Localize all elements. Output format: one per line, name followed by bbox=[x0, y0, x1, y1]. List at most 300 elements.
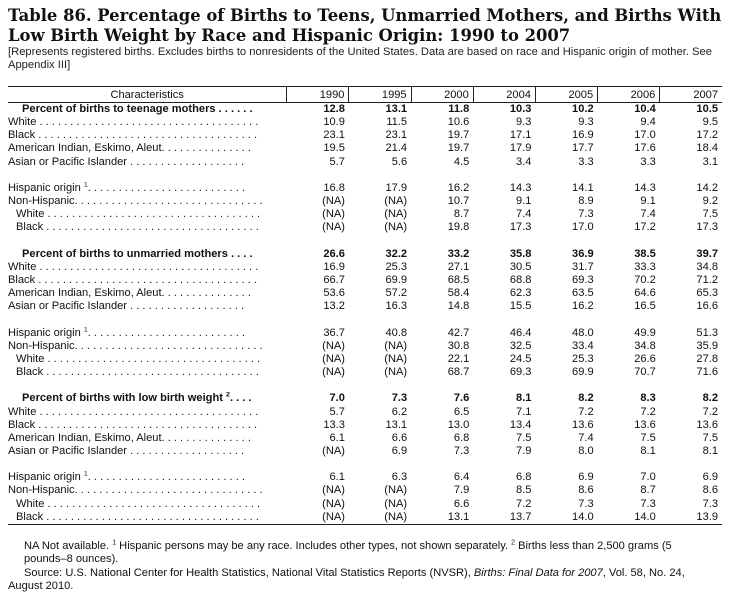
row-label bbox=[8, 327, 287, 340]
row-label bbox=[8, 261, 287, 274]
value-cell: 30.5 bbox=[509, 260, 532, 273]
value-cell: 66.7 bbox=[323, 274, 345, 286]
value-cell: 6.9 bbox=[391, 445, 408, 457]
value-cell: 48.0 bbox=[572, 326, 594, 339]
value-cell: 6.4 bbox=[453, 471, 470, 484]
value-cell: (NA) bbox=[384, 352, 408, 365]
row-label-main: Asian or Pacific Islander . . . . . . . . . . . . . . . . . . . bbox=[8, 300, 245, 313]
value-cell: 14.2 bbox=[696, 181, 718, 194]
row-label-main: Non-Hispanic. . . . . . . . . . . . . . . . . . . . . . . . . . . . . . . bbox=[8, 195, 263, 208]
row-label bbox=[8, 366, 287, 379]
value-cell: 8.7 bbox=[453, 208, 470, 221]
table-row bbox=[8, 432, 722, 445]
value-cell: 7.3 bbox=[578, 497, 594, 510]
spacer-cell bbox=[8, 235, 722, 248]
row-label bbox=[8, 195, 287, 208]
value-cell: 17.1 bbox=[509, 129, 532, 142]
footnote-marker: 1 bbox=[83, 471, 88, 478]
row-label-text bbox=[8, 129, 287, 142]
value-cell: 7.6 bbox=[453, 392, 470, 405]
value-cell: 7.5 bbox=[702, 208, 718, 221]
value-cell: 32.5 bbox=[509, 339, 532, 352]
value-cell: 7.3 bbox=[453, 445, 470, 457]
value-cell: 31.7 bbox=[572, 260, 594, 273]
source-prefix: Source: U.S. National Center for Health Statistics, National Vital Statistics Reports (NVSR), bbox=[24, 567, 474, 579]
value-cell: (NA) bbox=[322, 339, 345, 352]
value-cell: (NA) bbox=[384, 366, 408, 379]
value-cell: 18.4 bbox=[696, 142, 718, 155]
value-cell: 8.2 bbox=[578, 392, 594, 405]
row-label bbox=[8, 142, 287, 155]
row-label bbox=[8, 248, 287, 261]
row-label-main: Black . . . . . . . . . . . . . . . . . . . . . . . . . . . . . . . . . . . bbox=[16, 221, 259, 234]
value-cell: 53.6 bbox=[323, 287, 345, 300]
value-cell: 3.3 bbox=[578, 155, 594, 168]
row-label-main: White . . . . . . . . . . . . . . . . . . . . . . . . . . . . . . . . . . . . bbox=[8, 116, 259, 129]
footnote-marker: 1 bbox=[83, 326, 88, 333]
value-cell: 6.9 bbox=[578, 471, 594, 484]
value-cell: 21.4 bbox=[385, 142, 408, 155]
table-row bbox=[8, 471, 722, 484]
row-label bbox=[8, 445, 287, 458]
source-note bbox=[8, 567, 720, 594]
row-label-text bbox=[8, 195, 287, 208]
value-cell: 6.2 bbox=[391, 405, 408, 418]
row-label-text bbox=[8, 511, 287, 524]
value-cell: 9.4 bbox=[640, 116, 656, 129]
value-cell: 13.4 bbox=[509, 418, 532, 431]
value-cell: 7.2 bbox=[516, 497, 532, 510]
row-label bbox=[8, 274, 287, 287]
table-row bbox=[8, 129, 722, 142]
value-cell: 19.5 bbox=[323, 142, 345, 155]
value-cell: (NA) bbox=[384, 208, 408, 221]
header-characteristics: Characteristics bbox=[8, 87, 287, 103]
row-label-main: Black . . . . . . . . . . . . . . . . . . . . . . . . . . . . . . . . . . . bbox=[16, 366, 259, 379]
value-cell: 26.6 bbox=[634, 352, 656, 365]
value-cell: 19.7 bbox=[447, 129, 470, 142]
value-cell: 63.5 bbox=[572, 287, 594, 300]
table-row bbox=[8, 156, 722, 169]
value-cell: 10.6 bbox=[447, 116, 470, 129]
row-label-text bbox=[8, 327, 287, 340]
value-cell: 7.4 bbox=[516, 208, 532, 221]
row-label-main: American Indian, Eskimo, Aleut. . . . . . . . . . . . . . . bbox=[8, 431, 251, 444]
value-cell: 7.0 bbox=[640, 471, 656, 484]
value-cell: (NA) bbox=[384, 221, 408, 234]
row-label bbox=[8, 129, 287, 142]
value-cell: 13.9 bbox=[660, 511, 722, 525]
header-year: 2007 bbox=[660, 87, 722, 103]
table-row bbox=[8, 116, 722, 129]
value-cell: 13.7 bbox=[473, 511, 535, 525]
row-label bbox=[8, 208, 287, 221]
row-label-text bbox=[8, 261, 287, 274]
value-cell: 24.5 bbox=[509, 352, 532, 365]
row-label-text bbox=[8, 221, 287, 234]
value-cell: 9.1 bbox=[516, 195, 532, 208]
row-label bbox=[8, 498, 287, 511]
leader-dots: . . . . . . . . . . . . . . . . . . . . . . . . . . bbox=[87, 471, 245, 484]
header-year: 2006 bbox=[598, 87, 660, 103]
value-cell: 8.2 bbox=[702, 392, 718, 405]
table-row bbox=[8, 366, 722, 379]
row-label-text bbox=[8, 287, 287, 300]
value-cell: 8.6 bbox=[578, 484, 594, 497]
table-row bbox=[8, 182, 722, 195]
row-label-text bbox=[8, 182, 287, 195]
footnote-marker: 2 bbox=[511, 539, 516, 547]
table-row bbox=[8, 353, 722, 366]
value-cell: 46.4 bbox=[509, 326, 532, 339]
spacer-row bbox=[8, 313, 722, 326]
row-label-text bbox=[8, 208, 287, 221]
value-cell: 14.0 bbox=[598, 511, 660, 525]
row-label bbox=[8, 103, 287, 117]
value-cell: (NA) bbox=[322, 352, 345, 365]
row-label-text bbox=[8, 353, 287, 366]
leader-dots: . . . . bbox=[229, 392, 252, 405]
value-cell: 16.5 bbox=[634, 300, 656, 313]
value-cell: (NA) bbox=[322, 484, 345, 497]
value-cell: (NA) bbox=[322, 221, 345, 234]
value-cell: 6.5 bbox=[453, 405, 470, 418]
value-cell: 70.2 bbox=[634, 274, 656, 286]
row-label-text bbox=[8, 274, 287, 287]
spacer-cell bbox=[8, 169, 722, 182]
table-row bbox=[8, 274, 722, 287]
spacer-row bbox=[8, 379, 722, 392]
row-label bbox=[8, 419, 287, 432]
spacer-row bbox=[8, 458, 722, 471]
value-cell: 17.9 bbox=[509, 142, 532, 155]
row-label bbox=[8, 353, 287, 366]
row-label-text bbox=[8, 406, 287, 419]
value-cell: 38.5 bbox=[634, 247, 656, 260]
value-cell: 71.6 bbox=[696, 366, 718, 379]
value-cell: 6.3 bbox=[391, 471, 408, 484]
value-cell: 51.3 bbox=[696, 326, 718, 339]
row-label bbox=[8, 221, 287, 234]
value-cell: 58.4 bbox=[447, 287, 470, 300]
value-cell: 17.2 bbox=[634, 221, 656, 234]
value-cell: 33.3 bbox=[634, 260, 656, 273]
value-cell: 26.6 bbox=[323, 247, 345, 260]
row-label bbox=[8, 406, 287, 419]
row-label-text bbox=[8, 300, 287, 313]
header-year: 2000 bbox=[411, 87, 473, 103]
value-cell: 14.3 bbox=[634, 181, 656, 194]
row-label-main: Black . . . . . . . . . . . . . . . . . . . . . . . . . . . . . . . . . . . . bbox=[8, 274, 258, 286]
table-title: Table 86. Percentage of Births to Teens, Unmarried Mothers, and Births With Low Birth Weight by Race and Hispanic Origin: 1990 to 2007 bbox=[8, 6, 722, 45]
value-cell: 35.9 bbox=[696, 339, 718, 352]
value-cell: 4.5 bbox=[453, 155, 470, 168]
value-cell: 9.5 bbox=[702, 116, 718, 129]
value-cell: 17.3 bbox=[509, 221, 532, 234]
value-cell: 36.7 bbox=[323, 326, 345, 339]
value-cell: 9.3 bbox=[578, 116, 594, 129]
value-cell: 7.3 bbox=[578, 208, 594, 221]
value-cell: 16.8 bbox=[323, 181, 345, 194]
value-cell: 5.6 bbox=[391, 155, 408, 168]
row-label-text bbox=[8, 156, 287, 169]
value-cell: 15.5 bbox=[509, 300, 532, 313]
table-row bbox=[8, 195, 722, 208]
section-header-row bbox=[8, 248, 722, 261]
row-label bbox=[8, 340, 287, 353]
value-cell: 14.1 bbox=[572, 181, 594, 194]
value-cell: 8.0 bbox=[578, 445, 594, 457]
row-label-main: Black . . . . . . . . . . . . . . . . . . . . . . . . . . . . . . . . . . . . bbox=[8, 418, 258, 431]
value-cell: 16.6 bbox=[696, 300, 718, 313]
footnote-marker: 2 bbox=[226, 392, 230, 399]
table-row bbox=[8, 498, 722, 511]
value-cell: 13.3 bbox=[323, 418, 345, 431]
table-row bbox=[8, 327, 722, 340]
value-cell: 8.5 bbox=[516, 484, 532, 497]
value-cell: 25.3 bbox=[385, 260, 408, 273]
value-cell: 10.4 bbox=[634, 103, 656, 115]
value-cell: 17.3 bbox=[696, 221, 718, 234]
value-cell: 30.8 bbox=[447, 339, 470, 352]
value-cell: 49.9 bbox=[634, 326, 656, 339]
table-row bbox=[8, 340, 722, 353]
value-cell: 69.3 bbox=[572, 274, 594, 286]
row-label-text bbox=[8, 142, 287, 155]
row-label-main: White . . . . . . . . . . . . . . . . . . . . . . . . . . . . . . . . . . . bbox=[16, 352, 261, 365]
value-cell: 8.1 bbox=[516, 392, 532, 405]
row-label bbox=[8, 182, 287, 195]
table-row bbox=[8, 484, 722, 497]
value-cell: 16.2 bbox=[447, 181, 470, 194]
row-label bbox=[8, 511, 287, 525]
value-cell: 3.3 bbox=[640, 155, 656, 168]
row-label bbox=[8, 484, 287, 497]
value-cell: 14.3 bbox=[509, 181, 532, 194]
header-year: 1995 bbox=[349, 87, 411, 103]
row-label bbox=[8, 300, 287, 313]
value-cell: 7.4 bbox=[640, 208, 656, 221]
row-label-text bbox=[8, 445, 287, 458]
value-cell: 6.1 bbox=[329, 471, 345, 484]
header-year: 2004 bbox=[473, 87, 535, 103]
value-cell: 5.7 bbox=[329, 155, 345, 168]
value-cell: 32.2 bbox=[385, 247, 408, 260]
value-cell: (NA) bbox=[287, 511, 349, 525]
value-cell: 36.9 bbox=[572, 247, 594, 260]
footnote bbox=[24, 540, 714, 567]
value-cell: 8.7 bbox=[640, 484, 656, 497]
row-label-main: American Indian, Eskimo, Aleut. . . . . . . . . . . . . . . bbox=[8, 142, 251, 155]
source-title: Births: Final Data for 2007 bbox=[473, 567, 603, 579]
table-row bbox=[8, 221, 722, 234]
value-cell: 7.2 bbox=[578, 405, 594, 418]
value-cell: 14.8 bbox=[447, 300, 470, 313]
value-cell: 6.6 bbox=[391, 431, 408, 444]
value-cell: 13.0 bbox=[447, 418, 470, 431]
footnote-text: Births less than 2,500 grams (5 pounds–8 ounces). bbox=[24, 540, 672, 566]
value-cell: 35.8 bbox=[509, 247, 532, 260]
row-label-main: White . . . . . . . . . . . . . . . . . . . . . . . . . . . . . . . . . . . . bbox=[8, 260, 259, 273]
row-label-main: Asian or Pacific Islander . . . . . . . . . . . . . . . . . . . bbox=[8, 445, 245, 457]
value-cell: 71.2 bbox=[696, 274, 718, 286]
value-cell: 7.3 bbox=[640, 497, 656, 510]
value-cell: 19.8 bbox=[447, 221, 470, 234]
value-cell: 68.7 bbox=[447, 366, 470, 379]
leader-dots: . . . . . . . . . . . . . . . . . . . . . . . . . . bbox=[87, 326, 245, 339]
section-header-row bbox=[8, 392, 722, 405]
table-row bbox=[8, 208, 722, 221]
value-cell: 68.5 bbox=[447, 274, 470, 286]
header-row bbox=[8, 87, 722, 103]
value-cell: 17.6 bbox=[634, 142, 656, 155]
value-cell: 3.4 bbox=[516, 155, 532, 168]
row-label-main: Non-Hispanic. . . . . . . . . . . . . . . . . . . . . . . . . . . . . . . bbox=[8, 339, 263, 352]
value-cell: 7.0 bbox=[329, 392, 345, 405]
data-table bbox=[8, 86, 722, 525]
row-label-main: Hispanic origin bbox=[8, 471, 81, 484]
value-cell: (NA) bbox=[384, 484, 408, 497]
value-cell: 9.3 bbox=[516, 116, 532, 129]
value-cell: 8.1 bbox=[702, 445, 718, 457]
row-label bbox=[8, 471, 287, 484]
value-cell: 62.3 bbox=[509, 287, 532, 300]
value-cell: 11.8 bbox=[448, 103, 470, 115]
value-cell: 13.1 bbox=[411, 511, 473, 525]
row-label-text bbox=[8, 471, 287, 484]
row-label-main: Non-Hispanic. . . . . . . . . . . . . . . . . . . . . . . . . . . . . . . bbox=[8, 484, 263, 497]
row-label-text bbox=[8, 366, 287, 379]
value-cell: 13.1 bbox=[385, 418, 408, 431]
value-cell: 17.0 bbox=[634, 129, 656, 142]
value-cell: 7.5 bbox=[516, 431, 532, 444]
value-cell: 27.8 bbox=[696, 352, 718, 365]
value-cell: 9.2 bbox=[702, 195, 718, 208]
value-cell: 23.1 bbox=[323, 129, 345, 142]
value-cell: 13.6 bbox=[696, 418, 718, 431]
value-cell: 13.6 bbox=[634, 418, 656, 431]
value-cell: 17.2 bbox=[696, 129, 718, 142]
row-label-main: White . . . . . . . . . . . . . . . . . . . . . . . . . . . . . . . . . . . bbox=[16, 497, 261, 510]
table-row bbox=[8, 287, 722, 300]
value-cell: 16.3 bbox=[385, 300, 408, 313]
value-cell: (NA) bbox=[384, 339, 408, 352]
row-label-main: Hispanic origin bbox=[8, 326, 81, 339]
table-row bbox=[8, 300, 722, 313]
value-cell: 10.7 bbox=[447, 195, 470, 208]
value-cell: 23.1 bbox=[385, 129, 408, 142]
value-cell: 8.1 bbox=[640, 445, 656, 457]
value-cell: 7.5 bbox=[640, 431, 656, 444]
value-cell: (NA) bbox=[349, 511, 411, 525]
value-cell: 25.3 bbox=[572, 352, 594, 365]
row-label-text bbox=[8, 419, 287, 432]
value-cell: 10.3 bbox=[509, 103, 532, 115]
table-row bbox=[8, 142, 722, 155]
table-body bbox=[8, 103, 722, 525]
row-label-main: White . . . . . . . . . . . . . . . . . . . . . . . . . . . . . . . . . . . . bbox=[8, 405, 259, 418]
value-cell: 7.4 bbox=[578, 431, 594, 444]
value-cell: 11.5 bbox=[386, 116, 408, 129]
value-cell: 17.7 bbox=[572, 142, 594, 155]
source-suffix: , Vol. 58, No. 24, August 2010. bbox=[8, 567, 685, 593]
row-label-main: Percent of births to unmarried mothers . . . . bbox=[22, 247, 253, 260]
value-cell: 16.9 bbox=[572, 129, 594, 142]
row-label-main: Percent of births to teenage mothers . . . . . . bbox=[22, 103, 253, 115]
value-cell: 10.9 bbox=[323, 116, 345, 129]
value-cell: 8.3 bbox=[640, 392, 656, 405]
value-cell: 70.7 bbox=[634, 366, 656, 379]
row-label-text bbox=[8, 498, 287, 511]
row-label-text bbox=[8, 248, 287, 261]
row-label-text bbox=[8, 103, 287, 116]
value-cell: (NA) bbox=[322, 366, 345, 379]
value-cell: 69.9 bbox=[572, 366, 594, 379]
value-cell: (NA) bbox=[322, 208, 345, 221]
row-label bbox=[8, 116, 287, 129]
value-cell: 8.9 bbox=[578, 195, 594, 208]
value-cell: 69.3 bbox=[509, 366, 532, 379]
row-label bbox=[8, 287, 287, 300]
value-cell: 16.9 bbox=[323, 260, 345, 273]
value-cell: 10.2 bbox=[572, 103, 594, 115]
row-label-text bbox=[8, 116, 287, 129]
section-header-row bbox=[8, 103, 722, 117]
value-cell: 12.8 bbox=[323, 103, 345, 115]
value-cell: 33.2 bbox=[447, 247, 470, 260]
table-row bbox=[8, 445, 722, 458]
value-cell: 39.7 bbox=[696, 247, 718, 260]
value-cell: 3.1 bbox=[702, 155, 718, 168]
row-label bbox=[8, 156, 287, 169]
value-cell: 7.2 bbox=[640, 405, 656, 418]
row-label-text bbox=[8, 340, 287, 353]
table-row bbox=[8, 261, 722, 274]
table-subtitle: [Represents registered births. Excludes births to nonresidents of the United States. Data are based on race and Hispanic origin of mother. See Appendix III] bbox=[8, 46, 712, 71]
table-row bbox=[8, 406, 722, 419]
row-label-text bbox=[8, 484, 287, 497]
value-cell: (NA) bbox=[384, 195, 408, 208]
value-cell: 7.9 bbox=[516, 445, 532, 457]
value-cell: (NA) bbox=[384, 497, 408, 510]
row-label-main: Percent of births with low birth weight bbox=[22, 392, 223, 405]
value-cell: 22.1 bbox=[447, 352, 470, 365]
header-year: 2005 bbox=[535, 87, 597, 103]
value-cell: 17.0 bbox=[572, 221, 594, 234]
value-cell: 6.8 bbox=[453, 431, 470, 444]
value-cell: 57.2 bbox=[385, 287, 408, 300]
footnote-text: NA Not available. bbox=[24, 540, 113, 552]
value-cell: 16.2 bbox=[572, 300, 594, 313]
spacer-cell bbox=[8, 379, 722, 392]
value-cell: (NA) bbox=[322, 195, 345, 208]
value-cell: 14.0 bbox=[535, 511, 597, 525]
footnote-text: Hispanic persons may be any race. Includes other types, not shown separately. bbox=[116, 540, 512, 552]
row-label-text bbox=[8, 432, 287, 445]
value-cell: 7.3 bbox=[391, 392, 408, 405]
spacer-cell bbox=[8, 313, 722, 326]
value-cell: 34.8 bbox=[696, 260, 718, 273]
value-cell: 68.8 bbox=[509, 274, 532, 286]
value-cell: 13.6 bbox=[572, 418, 594, 431]
row-label-main: Black . . . . . . . . . . . . . . . . . . . . . . . . . . . . . . . . . . . bbox=[16, 510, 259, 523]
header-year: 1990 bbox=[287, 87, 349, 103]
value-cell: 6.8 bbox=[516, 471, 532, 484]
row-label bbox=[8, 432, 287, 445]
row-label-main: Hispanic origin bbox=[8, 181, 81, 194]
value-cell: 7.2 bbox=[702, 405, 718, 418]
value-cell: 7.1 bbox=[516, 405, 532, 418]
